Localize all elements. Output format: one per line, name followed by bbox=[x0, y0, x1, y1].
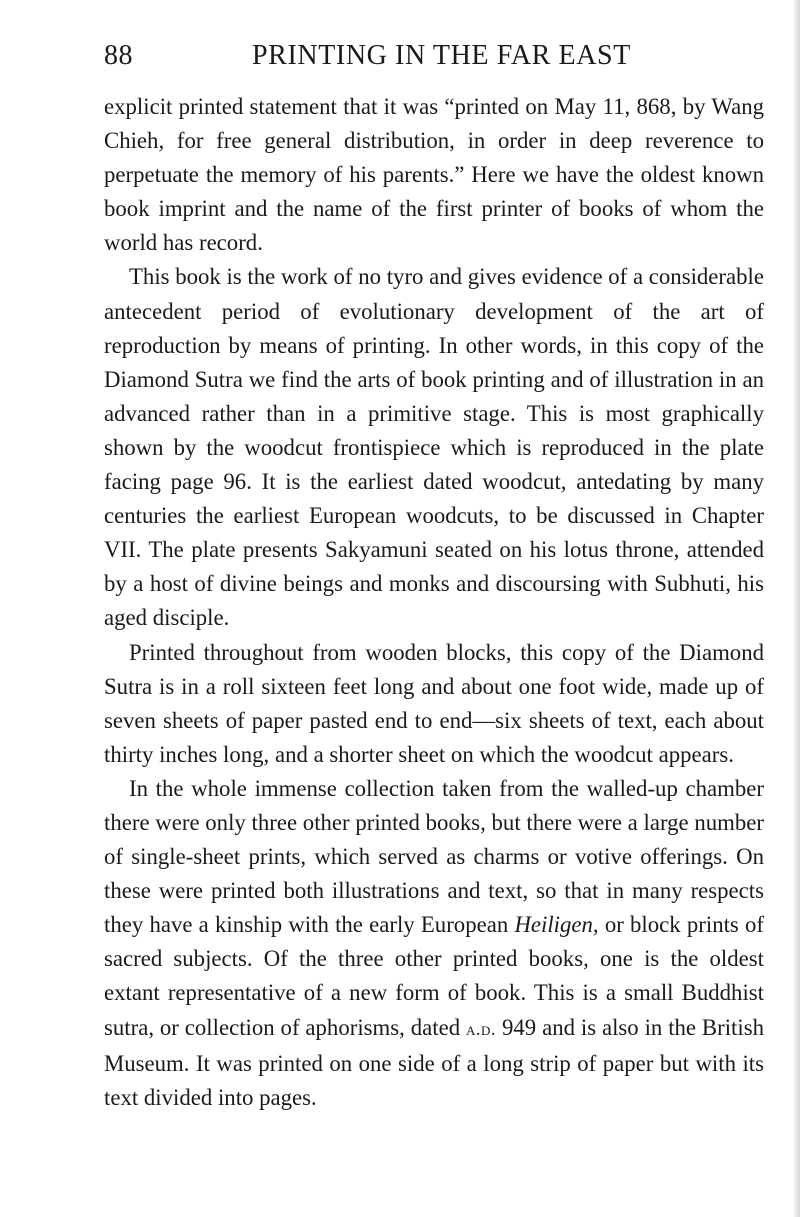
running-head bbox=[104, 40, 728, 80]
paragraph-4-text-c: 949 and is also in the British Museum. It was printed on one side of a long strip of paper but with its text divided into pages. bbox=[104, 1014, 764, 1110]
italic-term-heiligen: Heiligen, bbox=[514, 912, 599, 938]
paragraph-3: Printed throughout from wooden blocks, this copy of the Diamond Sutra is in a roll sixteen feet long and about one foot wide, made up of seven sheets of paper pasted end to end—six sheets of text, each about thirty inches long, and a shorter sheet on which the woodcut appears. bbox=[104, 639, 764, 767]
paragraph-1: explicit printed statement that it was “printed on May 11, 868, by Wang Chieh, for free general distribution, in order in deep reverence to perpetuate the memory of his parents.” Here we have the oldest known book imprint and the name of the first printer of books of whom the world has record. bbox=[104, 94, 764, 256]
page-number: 88 bbox=[104, 40, 133, 71]
page-edge-shadow bbox=[794, 0, 800, 1217]
body-text bbox=[104, 90, 764, 1115]
paragraph-4-text-b: or block prints of sacred subjects. Of the three other printed books, one is the oldest extant representative of a new form of book. This is a small Buddhist sutra, or collection of aphorisms, dated bbox=[104, 912, 764, 1040]
running-head-title: PRINTING IN THE FAR EAST bbox=[252, 40, 631, 71]
paragraph-2: This book is the work of no tyro and gives evidence of a considerable antecedent period of evolutionary development of the art of reproduction by means of printing. In other words, in this copy of the Diamond Sutra we find the arts of book printing and of illustration in an advanced rather than in a primitive stage. This is most graphically shown by the woodcut frontispiece which is reproduced in the plate facing page 96. It is the earliest dated woodcut, antedating by many centuries the earliest European woodcuts, to be discussed in Chapter VII. The plate presents Sakyamuni seated on his lotus throne, attended by a host of divine beings and monks and discoursing with Subhuti, his aged disciple. bbox=[104, 264, 764, 631]
era-abbreviation: a.d. bbox=[465, 1018, 497, 1040]
paragraph-4-text-a: In the whole immense collection taken from the walled-up chamber there were only three other printed books, but there were a large number of single-sheet prints, which served as charms or votive offerings. On these were printed both illustrations and text, so that in many respects they have a kinship with the early European bbox=[104, 775, 764, 938]
paragraph-4 bbox=[104, 772, 764, 1115]
